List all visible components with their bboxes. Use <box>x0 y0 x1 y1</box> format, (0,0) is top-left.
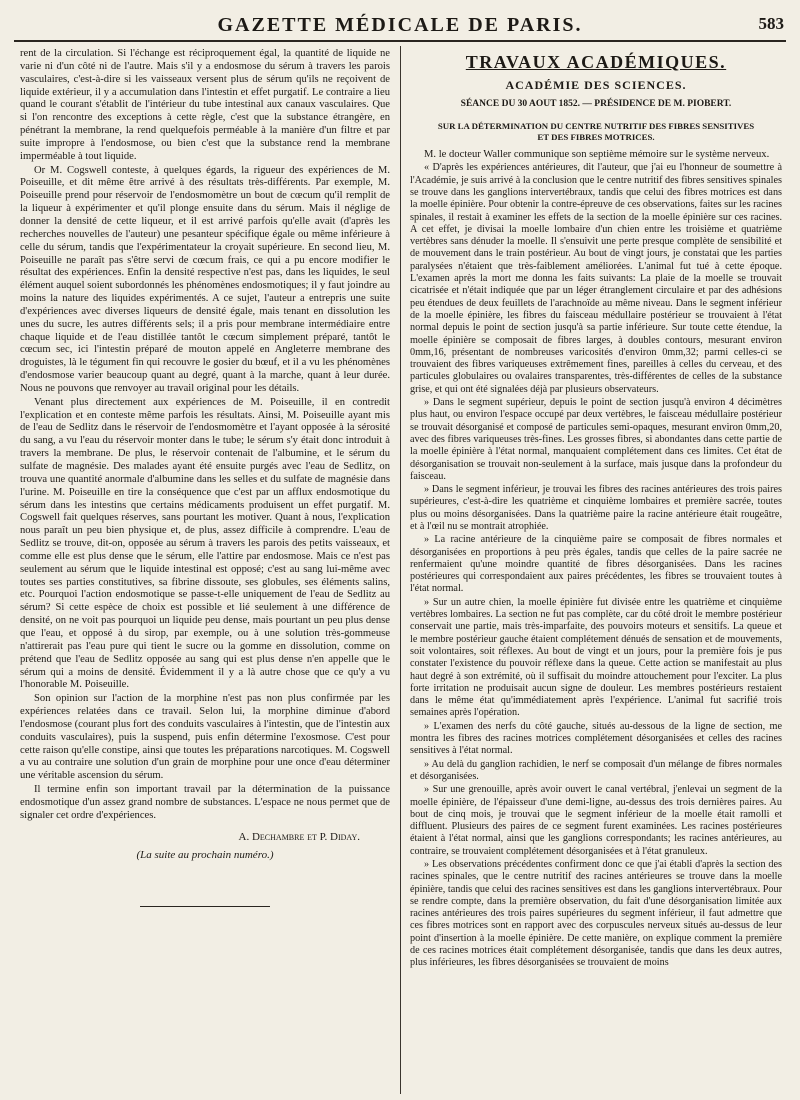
divider <box>140 906 270 907</box>
topic-line: ET DES FIBRES MOTRICES. <box>537 131 655 142</box>
session-heading: SÉANCE DU 30 AOUT 1852. — PRÉSIDENCE DE M. PIOBERT. <box>460 98 732 109</box>
paragraph: M. le docteur Waller communique son septième mémoire sur le système nerveux. <box>424 148 770 160</box>
right-column <box>410 48 782 1094</box>
academy-heading: ACADÉMIE DES SCIENCES. <box>505 77 687 92</box>
paragraph: » Au delà du ganglion rachidien, le nerf se composait d'un mélange de fibres normales et désorganisées. <box>410 758 782 782</box>
paragraph: » La racine antérieure de la cinquième paire se composait de fibres normales et désorganisées en proportions à peu près égales, tandis que celles de la paire sacrée ne renfermaient qu'une moindre quantité de fibres désorganisées. Dans les racines postérieures qui correspondaient aux paires précédentes, les fibres se trouvaient toutes à l'état normal. <box>410 534 782 595</box>
paragraph: » Dans le segment supérieur, depuis le point de section jusqu'à environ 4 décimètres plus haut, ou environ l'espace occupé par deux vertèbres, le faisceau médullaire postérieur se trouvait désorganisé et composé de particules semi-opaques, mesurant environ 0mm,20, avec des fibres variqueuses très-fines. Les grosses fibres, si abondantes dans cette partie de la moelle épinière à l'état normal, manquaient complétement dans ces limites. Cet état de désorganisation se trouvait non-seulement à la surface, mais jusque dans la profondeur du faisceau. <box>410 397 782 482</box>
topic-heading <box>410 121 782 143</box>
paragraph: Or M. Cogswell conteste, à quelques égards, la rigueur des expériences de M. Poiseuille, et dit même être arrivé à des résultats très-différents. Par exemple, M. Poiseuille prend pour réservoir de l'endosmomètre un bout de cœcum qu'il remplit de la liqueur à expérimenter et qu'il plonge ensuite dans du sérum. Mais il néglige de donner la densité de cette liqueur, et il est arrivé parfois qu'elle avait (d'après les recherches nouvelles de l'auteur) une pesanteur spécifique égale ou même inférieure à celle du sérum, tandis que l'expérimentateur la croyait supérieure. En second lieu, M. Poiseuille ne paraît pas s'être servi de cœcum frais, ce qui a pu encore modifier le résultat des expériences. Enfin la densité respective n'est pas, dans les liquides, le seul élément auquel soient subordonnés les phénomènes endosmotiques; il y faut joindre au moins la nature des liquides expérimentés. A ce sujet, l'auteur a entrepris une suite d'expériences avec diverses liqueurs de densité égale, mais tenant en dissolution les unes du sucre, les autres différents sels; il a pris pour membrane intermédiaire entre chaque liquide et de l'eau distillée tantôt le cœcum simplement préparé, tantôt le cœcum sec, ici l'intestin préparé de mouton appelé en Angleterre membrane des droguistes, là le tégument fin qui recouvre le gosier du bœuf, et il a vu les phénomènes d'endosmose varier beaucoup quant au degré, quant à la marche, quant à leur durée. Nous ne pouvons que renvoyer au travail original pour les détails. <box>20 164 390 394</box>
paragraph: Son opinion sur l'action de la morphine n'est pas non plus confirmée par les expériences relatées dans ce travail. Selon lui, la morphine diminue d'abord l'endosmose (courant plus fort des conduits vasculaires à l'intestin, que de l'intestin aux conduits vasculaires), puis la suspend, puis enfin détermine l'exosmose. C'est pour cette raison qu'elle constipe, ainsi que toutes les préparations narcotiques. M. Cogswell a vu au contraire une solution d'un grain de morphine pour une once d'eau déterminer une véritable ascension du sérum. <box>20 693 390 782</box>
paragraph: » Sur un autre chien, la moelle épinière fut divisée entre les quatrième et cinquième vertèbres lombaires. La section ne fut pas complète, car du côté droit le membre postérieur conservait une partie, mais très-imparfaite, des pouvoirs moteurs et sensitifs. La queue et le membre postérieur gauche étaient complétement dénués de sensation et de mouvements, soit volontaires, soit réflexes. Au bout de vingt et un jours, pour la première fois je pus constater l'existence du pouvoir réflexe dans la queue. Cette action se manifestait au plus haut degré à son extrémité, où il suffisait du moindre attouchement pour l'exciter. La plus forte irritation ne produisait aucun signe de douleur. Les membres postérieurs restaient dans le même état qu'immédiatement après l'expérience. L'animal fut sacrifié trois semaines après l'opération. <box>410 596 782 719</box>
paragraph: Il termine enfin son important travail par la détermination de la puissance endosmotique d'un assez grand nombre de substances. L'espace ne nous permet que de signaler cet ordre d'expériences. <box>20 784 390 821</box>
paragraph: » Dans le segment inférieur, je trouvai les fibres des racines antérieures des trois paires supérieures, c'est-à-dire les quatrième et cinquième lombaires et première sacrée, toutes plus ou moins désorganisées. Dans la quatrième paire la racine antérieure était rougeâtre, et à l'œil nu se montrait atrophiée. <box>410 484 782 532</box>
paragraph: » L'examen des nerfs du côté gauche, situés au-dessous de la ligne de section, me montra les fibres des racines motrices complétement désorganisées et celles des racines sensitives à l'état normal. <box>410 720 782 757</box>
paragraph: » Sur une grenouille, après avoir ouvert le canal vertébral, j'enlevai un segment de la moelle épinière, de l'épaisseur d'une demi-ligne, au-dessus des trois dernières paires. Au bout de cinq mois, je trouvai que le segment inférieur de la moelle était ramolli et diffluent. Plusieurs des paires de ce segment furent examinées. Les racines postérieures étaient à l'état normal, ainsi que les ganglions correspondants; les racines antérieures, au contraire, se trouvaient complétement désorganisées et à l'état granuleux. <box>410 784 782 857</box>
page-number: 583 <box>758 14 784 33</box>
section-title: TRAVAUX ACADÉMIQUES. <box>465 52 727 72</box>
paragraph: rent de la circulation. Si l'échange est réciproquement égal, la quantité de liquide ne varie ni d'un côté ni de l'autre. Mais s'il y a endosmose du sérum à travers les parois vasculaires, c'est-à-dire si les vaisseaux versent plus de sérum qu'ils ne reçoivent de liquide extérieur, il y a accumulation dans l'intestin et effet purgatif. Le contraire a lieu quand le courant s'établit de l'intérieur du tube intestinal aux canaux vasculaires. Que si l'on rencontre des exceptions à cette règle, c'est que la substance étrangère, en pénétrant la membrane, la rend quelquefois perméable à la manière d'un filtre et par suite impropre à l'endosmose, ou bien c'est que la substance rend la membrane imperméable à tout liquide. <box>20 48 390 162</box>
article-signature: A. Dechambre et P. Diday. <box>238 830 360 843</box>
paragraph: » Les observations précédentes confirment donc ce que j'ai établi d'après la section des racines spinales, que le centre nutritif des racines antérieures se trouve dans la moelle épinière, tandis que celui des racines sensitives est dans les ganglions intervertébraux. Pour se rendre compte, dans la première observation, du fait d'une désorganisation limitée aux racines antérieures des trois paires supérieures du segment inférieur, il faut admettre que ces fibres motrices sont en rapport avec des corpuscules nerveux situés au-dessus de leur point d'insertion à la moelle épinière. De cette manière, on explique comment la première de ces racines motrices était complétement désorganisée, tandis que dans les deux autres, plus inférieures, les fibres désorganisées se trouvaient de moins <box>410 859 782 969</box>
topic-line: SUR LA DÉTERMINATION DU CENTRE NUTRITIF DES FIBRES SENSITIVES <box>437 120 755 131</box>
left-column <box>20 48 390 1094</box>
journal-title: GAZETTE MÉDICALE DE PARIS. <box>217 14 583 36</box>
continuation-note: (La suite au prochain numéro.) <box>136 849 274 862</box>
paragraph: « D'après les expériences antérieures, dit l'auteur, que j'ai eu l'honneur de soumettre à l'Académie, je suis arrivé à la conclusion que le centre nutritif des fibres sensitives spinales se trouve dans les ganglions intervertébraux, tandis que celui des fibres motrices est dans la moelle épinière. Pour obtenir la contre-épreuve de ces observations, faites sur les racines spinales, il restait à examiner les effets de la section de la moelle épinière sur ces racines. A cet effet, je divisai la moelle lombaire d'un chien entre les troisième et quatrième vertèbres sans dénuder la moelle. Il s'ensuivit une perte presque complète de sensibilité et de mouvement dans le train postérieur. Au bout de vingt jours, je constatai que les parties paralysées n'étaient que très-faiblement améliorées. L'animal fut tué à cette époque. L'examen après la mort me donna les faits suivants: La plaie de la moelle se trouvait cicatrisée et n'était indiquée que par un léger étranglement circulaire et par des adhésions peu étendues de deux feuillets de l'arachnoïde au même niveau. Dans le segment inférieur de la moelle épinière, les fibres du faisceau médullaire postérieur se trouvaient à l'état normal depuis le point de section jusqu'à sa partie inférieure. Sur toute cette étendue, la moelle épinière se composait de fibres larges, à doubles contours, mesurant environ 0mm,16, présentant de nombreuses varicosités d'environ 0mm,32; parmi celles-ci se trouvaient des fibres variqueuses extrêmement fines, pareilles à celles du cerveau, et des particules globulaires ou ovalaires transparentes, très-différentes de celles de la substance grise, et qui ont été signalées déjà par plusieurs observateurs. <box>410 162 782 395</box>
page-header <box>14 8 786 42</box>
paragraph: Venant plus directement aux expériences de M. Poiseuille, il en contredit l'explication et en conteste même parfois les résultats. Ainsi, M. Poiseuille ayant mis de l'eau de Sedlitz dans le réservoir de l'endosmomètre et l'ayant opposée à la sérosité du sang, a vu l'eau du réservoir monter dans le tube; le sérum s'y était donc introduit à travers la membrane. De plus, le réservoir contenait de l'albumine, et le sérum du sulfate de magnésie. Des malades ayant été ensuite purgés avec l'eau de Sedlitz, on trouva une quantité anormale d'albumine dans les selles et du sulfate de magnésie dans l'urine. M. Poiseuille en tire la conséquence que c'est par un afflux endosmotique du sérum dans les intestins que certains médicaments produisent un effet purgatif. M. Cogswell fait quelques réserves, sans pourtant les motiver. Quant à nous, l'explication nous paraît un peu bien physique et, de plus, assez difficile à comprendre. L'eau de Sedlitz se trouve, dit-on, opposée au sérum à travers les parois des petits vaisseaux, et comme elle est plus dense que le sérum, elle l'attire par endosmose. Mais ce n'est pas seulement au sérum que le liquide intestinal est opposé; c'est au sang lui-même avec toutes ses parties constitutives, sa fibrine dissoute, ses globules, ses éléments salins, etc. Pourquoi l'action endosmotique se passe-t-elle uniquement de l'eau de Sedlitz au sérum? Si cette espèce de choix est possible et lié seulement à une différence de densité, on ne voit pas pourquoi un liquide peu dense, mais pourtant un peu plus dense que l'eau, et opposé à du sirop, par exemple, ou à une solution très-gommeuse n'attirerait pas l'eau pure qui tient le sucre ou la gomme en dissolution, comme on prétend que l'eau de Sedlitz opposée au sang qui est plus dense n'en appelle que le sérum qui a moins de densité. Évidemment il y a là autre chose que ce qu'y a vu l'honorable M. Poiseuille. <box>20 396 390 691</box>
column-divider <box>400 46 401 1094</box>
